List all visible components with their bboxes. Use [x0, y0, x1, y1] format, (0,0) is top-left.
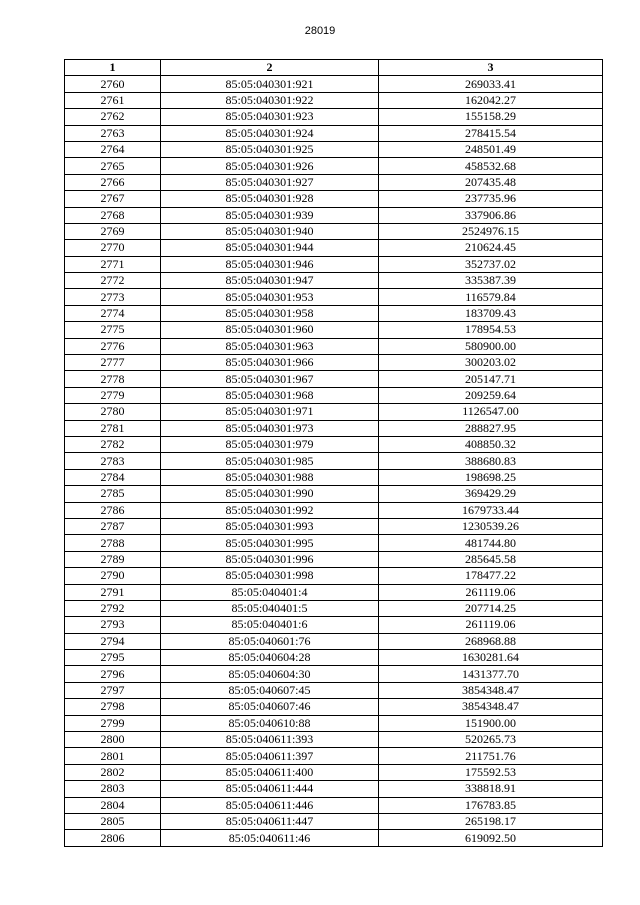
table-row — [65, 682, 603, 698]
value-cell: 162042.27 — [379, 92, 603, 108]
cadastral-number-cell: 85:05:040301:925 — [161, 141, 379, 157]
table-row — [65, 191, 603, 207]
table-row — [65, 256, 603, 272]
value-cell: 481744.80 — [379, 535, 603, 551]
cadastral-number-cell: 85:05:040301:946 — [161, 256, 379, 272]
table-row — [65, 141, 603, 157]
table-row — [65, 830, 603, 846]
row-number-cell: 2786 — [65, 502, 161, 518]
cadastral-number-cell: 85:05:040301:979 — [161, 436, 379, 452]
value-cell: 248501.49 — [379, 141, 603, 157]
table-row — [65, 781, 603, 797]
value-cell: 207714.25 — [379, 600, 603, 616]
row-number-cell: 2777 — [65, 355, 161, 371]
value-cell: 269033.41 — [379, 76, 603, 92]
value-cell: 261119.06 — [379, 617, 603, 633]
table-row — [65, 109, 603, 125]
cadastral-number-cell: 85:05:040301:924 — [161, 125, 379, 141]
cadastral-number-cell: 85:05:040301:985 — [161, 453, 379, 469]
table-row — [65, 223, 603, 239]
value-cell: 300203.02 — [379, 355, 603, 371]
cadastral-number-cell: 85:05:040611:444 — [161, 781, 379, 797]
cadastral-number-cell: 85:05:040604:30 — [161, 666, 379, 682]
cadastral-number-cell: 85:05:040301:990 — [161, 486, 379, 502]
table-header-row — [65, 60, 603, 76]
table-row — [65, 305, 603, 321]
cadastral-number-cell: 85:05:040301:944 — [161, 240, 379, 256]
row-number-cell: 2782 — [65, 436, 161, 452]
value-cell: 338818.91 — [379, 781, 603, 797]
row-number-cell: 2770 — [65, 240, 161, 256]
value-cell: 1126547.00 — [379, 404, 603, 420]
table-body — [65, 76, 603, 846]
value-cell: 3854348.47 — [379, 699, 603, 715]
value-cell: 580900.00 — [379, 338, 603, 354]
value-cell: 178954.53 — [379, 322, 603, 338]
value-cell: 261119.06 — [379, 584, 603, 600]
value-cell: 1630281.64 — [379, 650, 603, 666]
table-row — [65, 764, 603, 780]
cadastral-number-cell: 85:05:040301:996 — [161, 551, 379, 567]
table-row — [65, 404, 603, 420]
value-cell: 1431377.70 — [379, 666, 603, 682]
cadastral-number-cell: 85:05:040301:939 — [161, 207, 379, 223]
cadastral-number-cell: 85:05:040401:4 — [161, 584, 379, 600]
value-cell: 211751.76 — [379, 748, 603, 764]
row-number-cell: 2796 — [65, 666, 161, 682]
cadastral-number-cell: 85:05:040301:995 — [161, 535, 379, 551]
cadastral-number-cell: 85:05:040301:993 — [161, 518, 379, 534]
cadastral-number-cell: 85:05:040607:46 — [161, 699, 379, 715]
row-number-cell: 2772 — [65, 273, 161, 289]
row-number-cell: 2792 — [65, 600, 161, 616]
table-row — [65, 600, 603, 616]
page-number: 28019 — [304, 25, 336, 37]
row-number-cell: 2793 — [65, 617, 161, 633]
cadastral-number-cell: 85:05:040301:953 — [161, 289, 379, 305]
row-number-cell: 2795 — [65, 650, 161, 666]
table-row — [65, 174, 603, 190]
row-number-cell: 2798 — [65, 699, 161, 715]
table-row — [65, 518, 603, 534]
table-row — [65, 797, 603, 813]
cadastral-number-cell: 85:05:040611:400 — [161, 764, 379, 780]
cadastral-number-cell: 85:05:040301:973 — [161, 420, 379, 436]
row-number-cell: 2766 — [65, 174, 161, 190]
cadastral-number-cell: 85:05:040301:940 — [161, 223, 379, 239]
cadastral-number-cell: 85:05:040301:971 — [161, 404, 379, 420]
cadastral-number-cell: 85:05:040601:76 — [161, 633, 379, 649]
table-row — [65, 289, 603, 305]
cadastral-number-cell: 85:05:040604:28 — [161, 650, 379, 666]
table-row — [65, 633, 603, 649]
value-cell: 183709.43 — [379, 305, 603, 321]
row-number-cell: 2761 — [65, 92, 161, 108]
column-header-cadastral-number: 2 — [161, 60, 379, 76]
table-row — [65, 813, 603, 829]
row-number-cell: 2790 — [65, 568, 161, 584]
column-header-number: 1 — [65, 60, 161, 76]
cadastral-number-cell: 85:05:040611:46 — [161, 830, 379, 846]
cadastral-number-cell: 85:05:040401:5 — [161, 600, 379, 616]
value-cell: 1679733.44 — [379, 502, 603, 518]
cadastral-number-cell: 85:05:040611:393 — [161, 732, 379, 748]
value-cell: 369429.29 — [379, 486, 603, 502]
table-row — [65, 535, 603, 551]
value-cell: 1230539.26 — [379, 518, 603, 534]
value-cell: 458532.68 — [379, 158, 603, 174]
row-number-cell: 2791 — [65, 584, 161, 600]
row-number-cell: 2763 — [65, 125, 161, 141]
row-number-cell: 2779 — [65, 387, 161, 403]
value-cell: 175592.53 — [379, 764, 603, 780]
table-row — [65, 76, 603, 92]
value-cell: 155158.29 — [379, 109, 603, 125]
cadastral-number-cell: 85:05:040611:446 — [161, 797, 379, 813]
row-number-cell: 2775 — [65, 322, 161, 338]
column-header-value: 3 — [379, 60, 603, 76]
row-number-cell: 2804 — [65, 797, 161, 813]
cadastral-number-cell: 85:05:040611:397 — [161, 748, 379, 764]
table-row — [65, 338, 603, 354]
table-row — [65, 617, 603, 633]
value-cell: 265198.17 — [379, 813, 603, 829]
table-row — [65, 486, 603, 502]
table-row — [65, 551, 603, 567]
cadastral-number-cell: 85:05:040301:960 — [161, 322, 379, 338]
table-row — [65, 699, 603, 715]
cadastral-number-cell: 85:05:040301:926 — [161, 158, 379, 174]
table-row — [65, 453, 603, 469]
table-row — [65, 748, 603, 764]
value-cell: 116579.84 — [379, 289, 603, 305]
table-row — [65, 436, 603, 452]
value-cell: 335387.39 — [379, 273, 603, 289]
cadastral-number-cell: 85:05:040611:447 — [161, 813, 379, 829]
value-cell: 151900.00 — [379, 715, 603, 731]
table-row — [65, 584, 603, 600]
row-number-cell: 2780 — [65, 404, 161, 420]
row-number-cell: 2794 — [65, 633, 161, 649]
value-cell: 619092.50 — [379, 830, 603, 846]
table-row — [65, 420, 603, 436]
table-row — [65, 125, 603, 141]
row-number-cell: 2771 — [65, 256, 161, 272]
row-number-cell: 2760 — [65, 76, 161, 92]
cadastral-number-cell: 85:05:040301:923 — [161, 109, 379, 125]
row-number-cell: 2774 — [65, 305, 161, 321]
row-number-cell: 2773 — [65, 289, 161, 305]
row-number-cell: 2767 — [65, 191, 161, 207]
row-number-cell: 2800 — [65, 732, 161, 748]
table-row — [65, 568, 603, 584]
value-cell: 2524976.15 — [379, 223, 603, 239]
table-row — [65, 666, 603, 682]
row-number-cell: 2788 — [65, 535, 161, 551]
cadastral-number-cell: 85:05:040401:6 — [161, 617, 379, 633]
cadastral-number-cell: 85:05:040301:963 — [161, 338, 379, 354]
row-number-cell: 2784 — [65, 469, 161, 485]
row-number-cell: 2783 — [65, 453, 161, 469]
table-row — [65, 387, 603, 403]
table-row — [65, 650, 603, 666]
value-cell: 198698.25 — [379, 469, 603, 485]
row-number-cell: 2806 — [65, 830, 161, 846]
row-number-cell: 2802 — [65, 764, 161, 780]
cadastral-number-cell: 85:05:040301:992 — [161, 502, 379, 518]
row-number-cell: 2785 — [65, 486, 161, 502]
value-cell: 288827.95 — [379, 420, 603, 436]
value-cell: 3854348.47 — [379, 682, 603, 698]
cadastral-number-cell: 85:05:040610:88 — [161, 715, 379, 731]
value-cell: 205147.71 — [379, 371, 603, 387]
table-row — [65, 732, 603, 748]
row-number-cell: 2787 — [65, 518, 161, 534]
value-cell: 207435.48 — [379, 174, 603, 190]
row-number-cell: 2778 — [65, 371, 161, 387]
cadastral-number-cell: 85:05:040301:928 — [161, 191, 379, 207]
row-number-cell: 2781 — [65, 420, 161, 436]
value-cell: 352737.02 — [379, 256, 603, 272]
cadastral-number-cell: 85:05:040301:988 — [161, 469, 379, 485]
row-number-cell: 2776 — [65, 338, 161, 354]
value-cell: 210624.45 — [379, 240, 603, 256]
table-row — [65, 469, 603, 485]
table-row — [65, 207, 603, 223]
cadastral-number-cell: 85:05:040301:947 — [161, 273, 379, 289]
cadastral-number-cell: 85:05:040301:958 — [161, 305, 379, 321]
value-cell: 285645.58 — [379, 551, 603, 567]
value-cell: 337906.86 — [379, 207, 603, 223]
value-cell: 178477.22 — [379, 568, 603, 584]
row-number-cell: 2789 — [65, 551, 161, 567]
table-row — [65, 322, 603, 338]
value-cell: 209259.64 — [379, 387, 603, 403]
cadastral-number-cell: 85:05:040301:927 — [161, 174, 379, 190]
table-row — [65, 715, 603, 731]
table-row — [65, 92, 603, 108]
row-number-cell: 2765 — [65, 158, 161, 174]
value-cell: 237735.96 — [379, 191, 603, 207]
row-number-cell: 2764 — [65, 141, 161, 157]
cadastral-number-cell: 85:05:040301:922 — [161, 92, 379, 108]
row-number-cell: 2769 — [65, 223, 161, 239]
cadastral-number-cell: 85:05:040301:967 — [161, 371, 379, 387]
row-number-cell: 2799 — [65, 715, 161, 731]
row-number-cell: 2762 — [65, 109, 161, 125]
value-cell: 268968.88 — [379, 633, 603, 649]
row-number-cell: 2801 — [65, 748, 161, 764]
cadastral-number-cell: 85:05:040607:45 — [161, 682, 379, 698]
table-row — [65, 273, 603, 289]
value-cell: 408850.32 — [379, 436, 603, 452]
table-row — [65, 371, 603, 387]
table-row — [65, 240, 603, 256]
cadastral-value-table — [64, 59, 603, 847]
cadastral-number-cell: 85:05:040301:921 — [161, 76, 379, 92]
value-cell: 176783.85 — [379, 797, 603, 813]
cadastral-number-cell: 85:05:040301:998 — [161, 568, 379, 584]
cadastral-number-cell: 85:05:040301:968 — [161, 387, 379, 403]
row-number-cell: 2803 — [65, 781, 161, 797]
table-row — [65, 502, 603, 518]
value-cell: 520265.73 — [379, 732, 603, 748]
row-number-cell: 2797 — [65, 682, 161, 698]
row-number-cell: 2768 — [65, 207, 161, 223]
table-row — [65, 355, 603, 371]
value-cell: 278415.54 — [379, 125, 603, 141]
cadastral-number-cell: 85:05:040301:966 — [161, 355, 379, 371]
table-row — [65, 158, 603, 174]
value-cell: 388680.83 — [379, 453, 603, 469]
row-number-cell: 2805 — [65, 813, 161, 829]
